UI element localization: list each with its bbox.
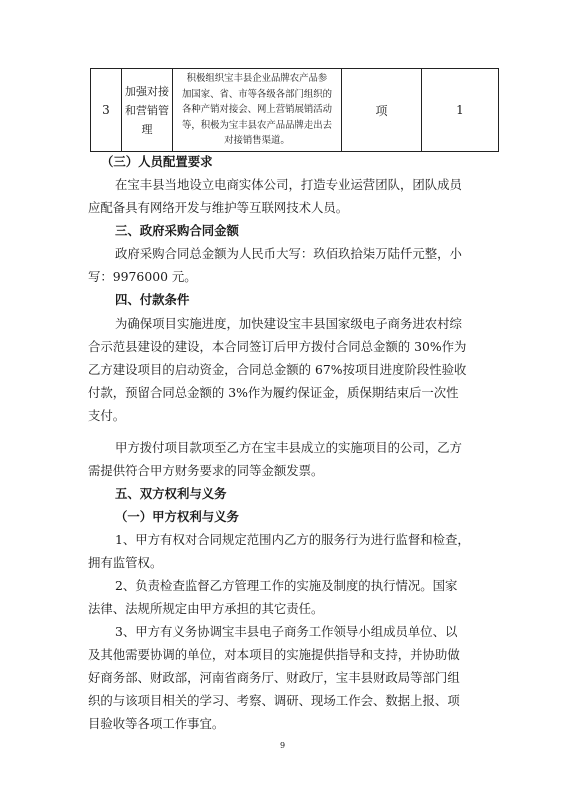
paragraph-line: 及其他需要协调的单位，对本项目的实施提供指导和支持，并协助做: [88, 647, 460, 662]
paragraph-line: 乙方建设项目的启动资金，合同总金额的 67%按项目进度阶段性验收: [88, 362, 467, 377]
paragraph-line: 需提供符合甲方财务要求的同等金额发票。: [88, 463, 324, 478]
paragraph-line: 好商务部、财政部，河南省商务厅、财政厅，宝丰县财政局等部门组: [88, 670, 460, 685]
paragraph-line: 甲方拨付项目款项至乙方在宝丰县成立的实施项目的公司，乙方: [115, 440, 462, 455]
content-cell: [173, 69, 342, 152]
content-line: 等，积极为宝丰县农产品品牌走出去: [181, 119, 332, 131]
subsection-heading-party-a: （一）甲方权利与义务: [115, 509, 239, 524]
section-heading-contract-amount: 三、政府采购合同金额: [115, 223, 239, 238]
content-line: 各种产销对接会、网上营销展销活动: [181, 104, 332, 116]
item-name-cell: [122, 69, 173, 152]
item-name-line: 理: [141, 122, 153, 136]
paragraph-line: 法律、法规所规定由甲方承担的其它责任。: [88, 601, 324, 616]
item-name-line: 加强对接: [125, 84, 169, 98]
paragraph-line: 拥有监管权。: [88, 555, 163, 570]
content-line: 加国家、省、市等各级各部门组织的: [181, 88, 332, 100]
paragraph-line: 1、甲方有权对合同规定范围内乙方的服务行为进行监督和检查，: [115, 532, 470, 547]
paragraph-line: 织的与该项目相关的学习、考察、调研、现场工作会、数据上报、项: [88, 693, 460, 708]
paragraph-line: 3、甲方有义务协调宝丰县电子商务工作领导小组成员单位、以: [115, 624, 458, 639]
page-number: 9: [279, 741, 286, 750]
paragraph-line: 在宝丰县当地设立电商实体公司，打造专业运营团队，团队成员: [115, 177, 462, 192]
content-line: 积极组织宝丰县企业品牌农产品参: [186, 73, 328, 85]
paragraph-line: 写：9976000 元。: [88, 269, 197, 284]
section-heading-payment-terms: 四、付款条件: [115, 292, 190, 307]
paragraph-line: 付款，预留合同总金额的 3%作为履约保证金，质保期结束后一次性: [88, 385, 459, 400]
content-line: 对接销售渠道。: [224, 135, 290, 147]
paragraph-line: 目验收等各项工作事宜。: [88, 716, 225, 731]
section-heading-staffing: （三）人员配置要求: [101, 154, 213, 169]
quantity-cell: 1: [422, 69, 499, 152]
paragraph-line: 支付。: [88, 408, 126, 423]
requirements-table: [90, 68, 499, 152]
unit-cell: 项: [342, 69, 422, 152]
paragraph-line: 2、负责检查监督乙方管理工作的实施及制度的执行情况。国家: [115, 578, 458, 593]
paragraph-line: 合示范县建设的建设，本合同签订后甲方拨付合同总金额的 30%作为: [88, 339, 467, 354]
section-heading-rights-obligations: 五、双方权利与义务: [115, 486, 227, 501]
paragraph-line: 应配备具有网络开发与维护等互联网技术人员。: [88, 200, 349, 215]
row-number: 3: [91, 69, 122, 152]
paragraph-line: 为确保项目实施进度，加快建设宝丰县国家级电子商务进农村综: [115, 316, 462, 331]
paragraph-line: 政府采购合同总金额为人民币大写：玖佰玖拾柒万陆仟元整，小: [115, 246, 462, 261]
item-name-line: 和营销管: [125, 103, 169, 117]
table-row: [91, 69, 499, 152]
